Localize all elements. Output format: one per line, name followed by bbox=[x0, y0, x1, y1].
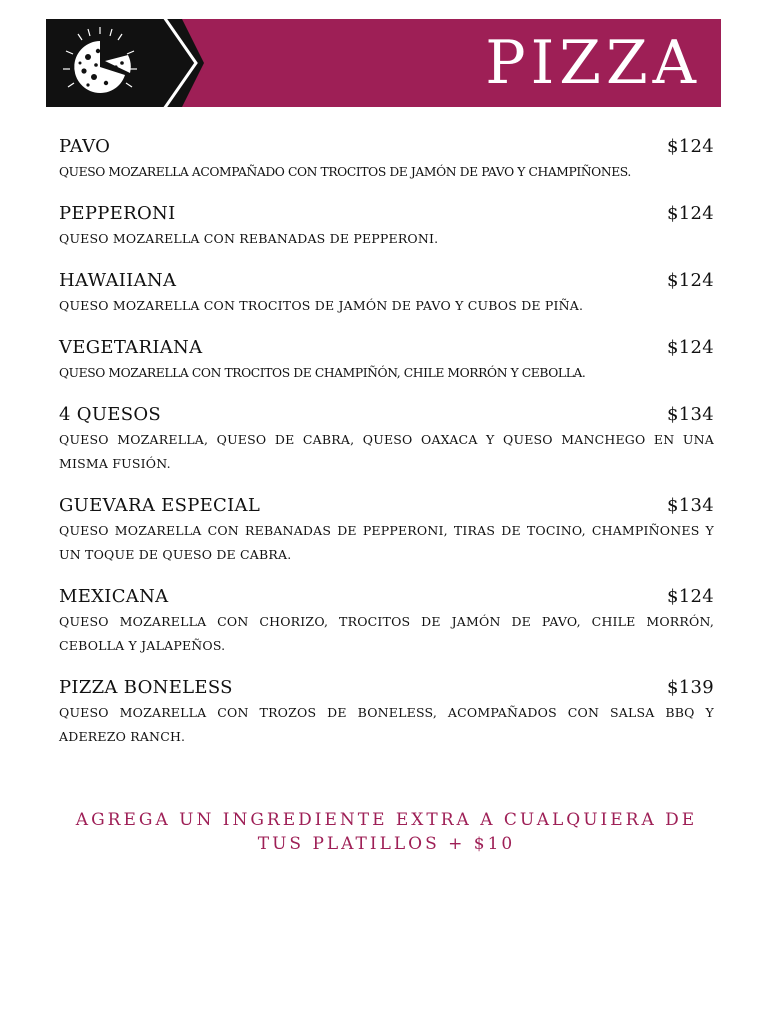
item-name: PIZZA BONELESS bbox=[59, 677, 233, 698]
item-price: $124 bbox=[666, 337, 714, 358]
item-description: QUESO MOZARELLA, QUESO DE CABRA, QUESO OAXACA Y QUESO MANCHEGO EN UNA MISMA FUSIÓN. bbox=[59, 432, 714, 471]
item-name: MEXICANA bbox=[59, 586, 169, 607]
chevron-icon bbox=[162, 19, 210, 107]
header-banner bbox=[46, 19, 721, 107]
item-description: QUESO MOZARELLA CON CHORIZO, TROCITOS DE JAMÓN DE PAVO, CHILE MORRÓN, CEBOLLA Y JALAPEÑOS. bbox=[59, 614, 714, 653]
menu-item bbox=[59, 203, 714, 251]
item-description: QUESO MOZARELLA ACOMPAÑADO CON TROCITOS DE JAMÓN DE PAVO Y CHAMPIÑONES. bbox=[59, 165, 631, 179]
item-name: GUEVARA ESPECIAL bbox=[59, 495, 261, 516]
item-description: QUESO MOZARELLA CON TROZOS DE BONELESS, ACOMPAÑADOS CON SALSA BBQ Y ADEREZO RANCH. bbox=[59, 705, 714, 744]
item-description: QUESO MOZARELLA CON TROCITOS DE JAMÓN DE PAVO Y CUBOS DE PIÑA. bbox=[59, 298, 584, 313]
menu-item bbox=[59, 677, 714, 749]
item-price: $134 bbox=[666, 404, 714, 425]
pizza-icon bbox=[60, 25, 140, 101]
menu-item bbox=[59, 404, 714, 476]
menu-list bbox=[59, 136, 714, 768]
item-price: $124 bbox=[666, 270, 714, 291]
menu-item bbox=[59, 586, 714, 658]
menu-item bbox=[59, 337, 714, 385]
item-name: PAVO bbox=[59, 136, 111, 157]
item-price: $124 bbox=[666, 586, 714, 607]
item-price: $139 bbox=[666, 677, 714, 698]
item-name: VEGETARIANA bbox=[59, 337, 203, 358]
menu-item bbox=[59, 270, 714, 318]
item-description: QUESO MOZARELLA CON REBANADAS DE PEPPERONI, TIRAS DE TOCINO, CHAMPIÑONES Y UN TOQUE DE QUESO DE CABRA. bbox=[59, 523, 714, 562]
item-price: $124 bbox=[666, 203, 714, 224]
item-price: $124 bbox=[666, 136, 714, 157]
item-name: 4 QUESOS bbox=[59, 404, 162, 425]
item-name: PEPPERONI bbox=[59, 203, 176, 224]
item-description: QUESO MOZARELLA CON REBANADAS DE PEPPERONI. bbox=[59, 231, 439, 246]
item-description: QUESO MOZARELLA CON TROCITOS DE CHAMPIÑÓN, CHILE MORRÓN Y CEBOLLA. bbox=[59, 366, 586, 380]
menu-item bbox=[59, 495, 714, 567]
extra-ingredient-note: AGREGA UN INGREDIENTE EXTRA A CUALQUIERA DE TUS PLATILLOS + $10 bbox=[75, 810, 698, 854]
item-name: HAWAIIANA bbox=[59, 270, 177, 291]
page-title: PIZZA bbox=[485, 28, 701, 98]
menu-item bbox=[59, 136, 714, 184]
item-price: $134 bbox=[666, 495, 714, 516]
